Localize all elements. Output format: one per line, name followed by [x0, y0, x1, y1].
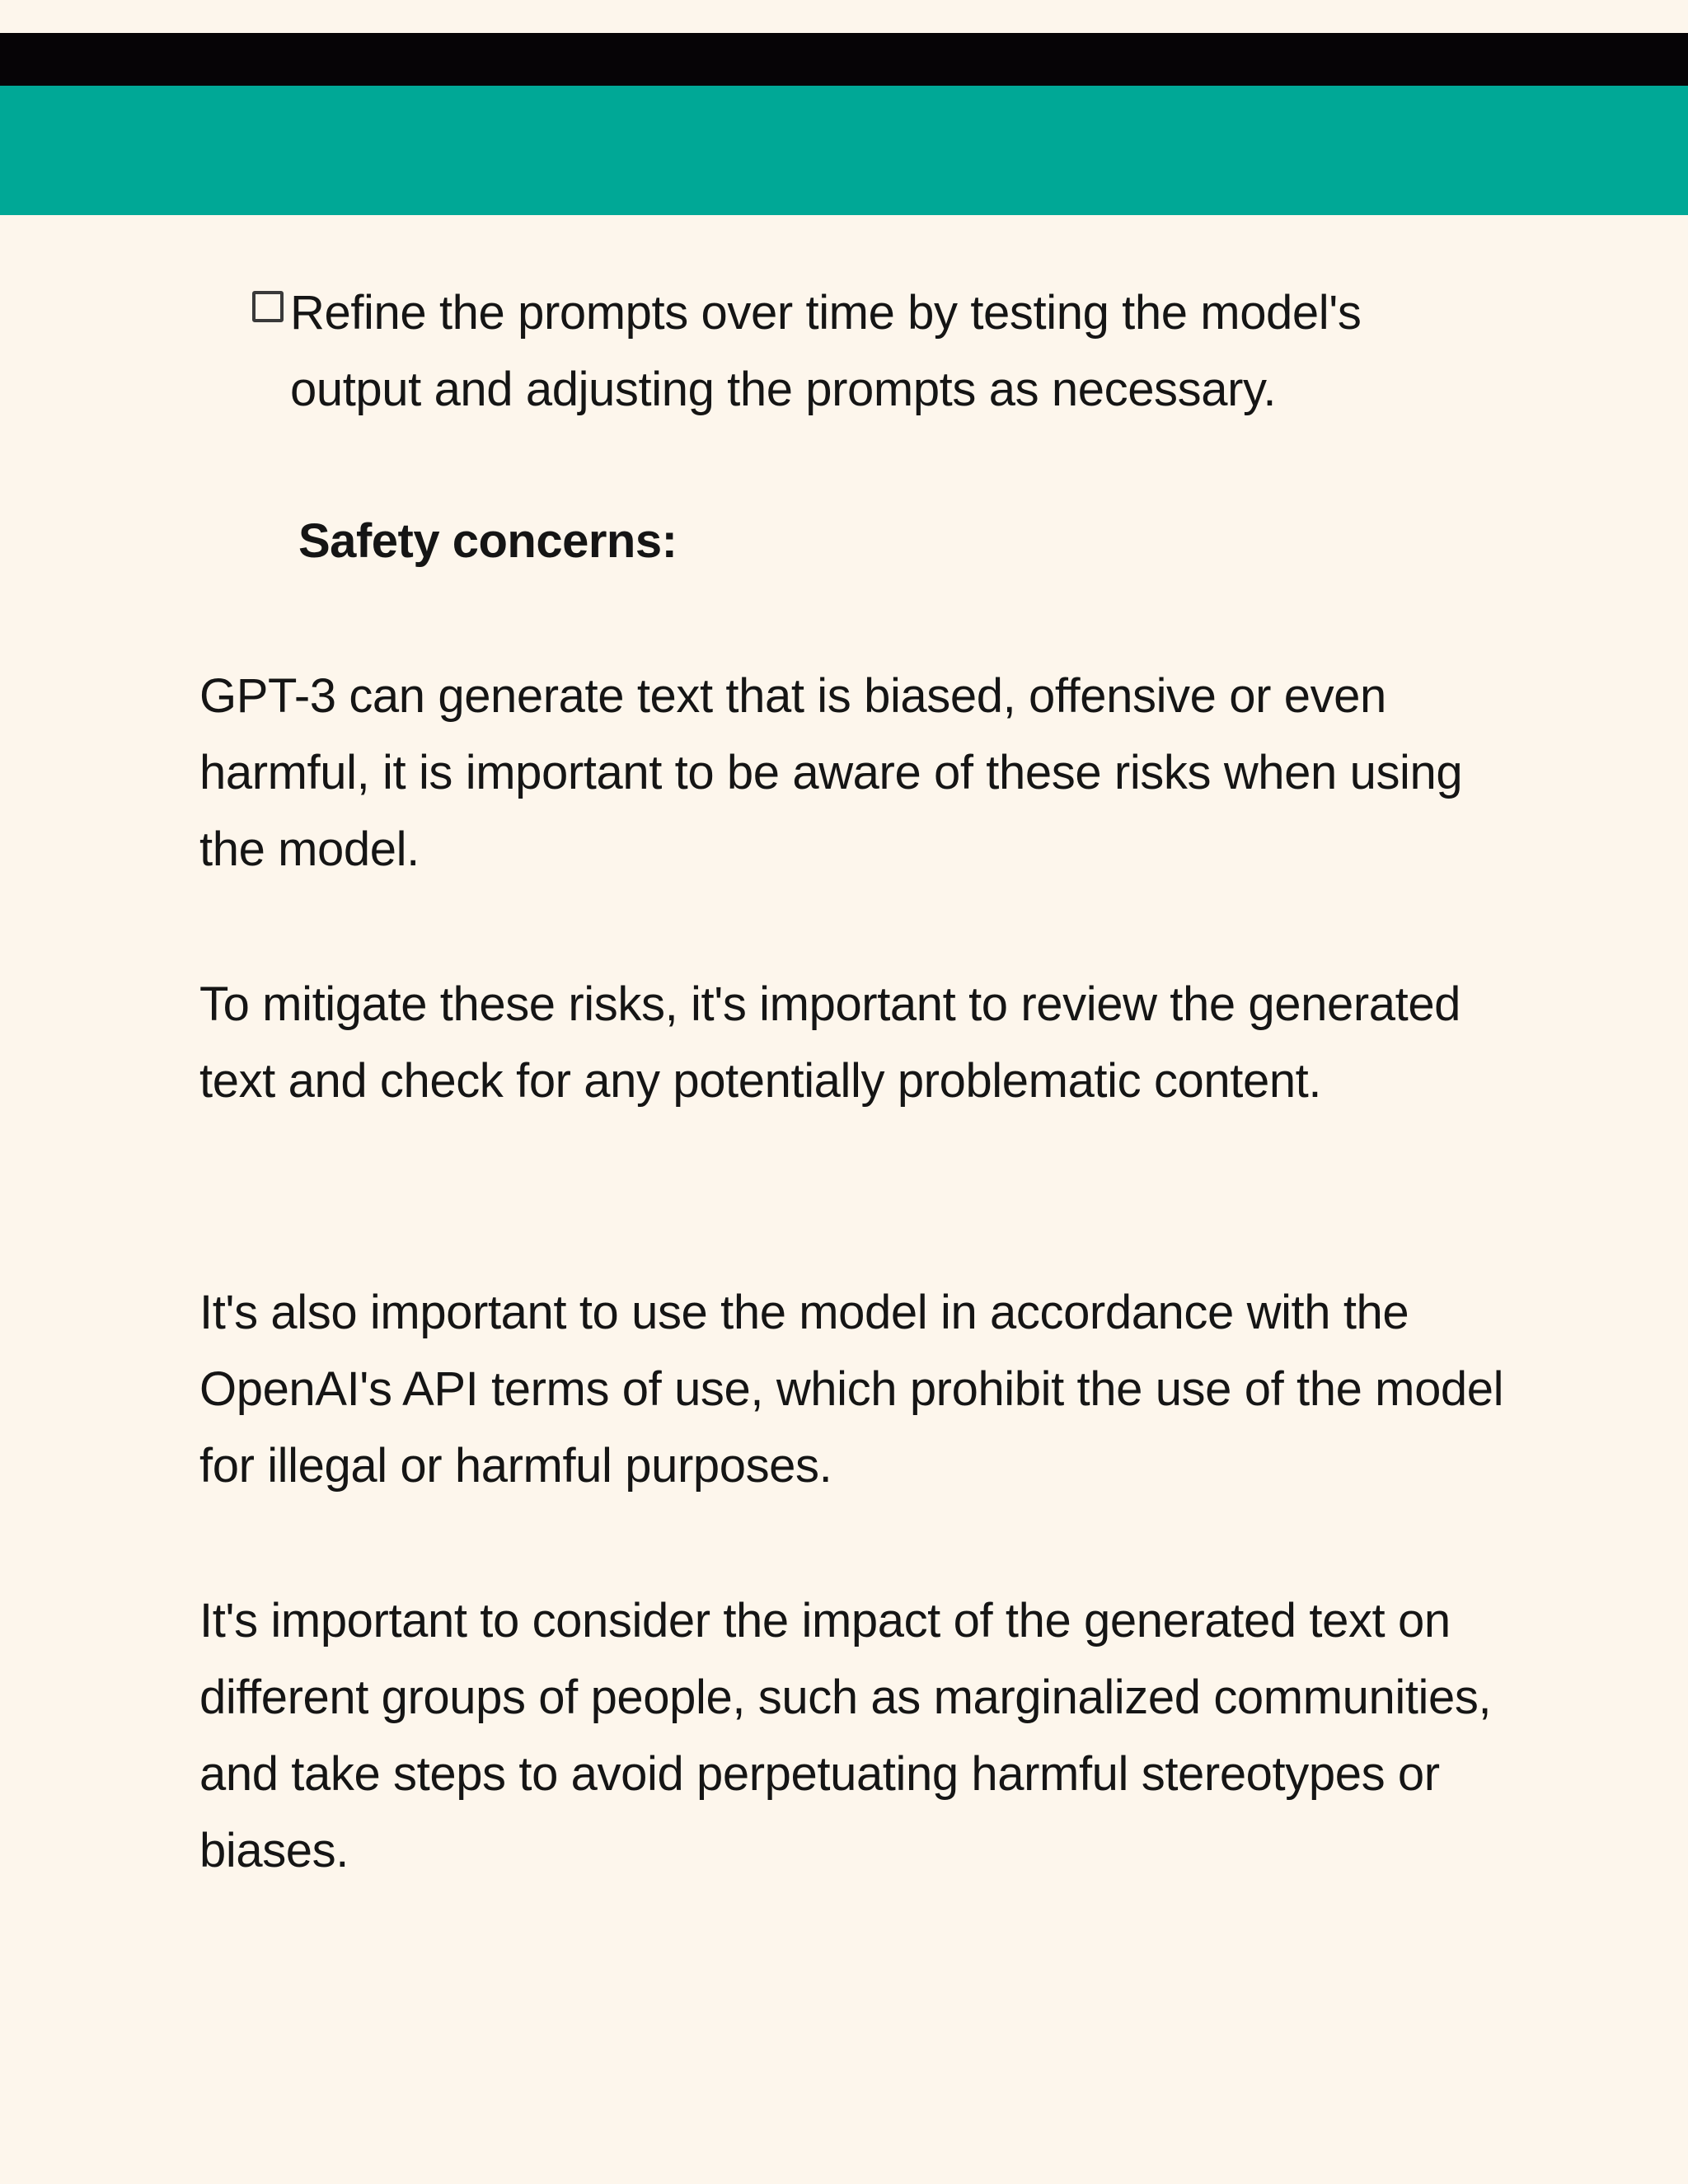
empty-checkbox-icon — [252, 291, 284, 322]
top-strip — [0, 0, 1688, 33]
checklist-item-text: Refine the prompts over time by testing the model's output and adjusting the prompts as necessary. — [290, 286, 1362, 416]
section-heading: Safety concerns: — [298, 514, 678, 568]
black-header-band — [0, 33, 1688, 86]
paragraph-4: It's important to consider the impact of the generated text on different groups of people, such as marginalized communities, and take steps to avoid perpetuating harmful stereotypes or biases. — [199, 1594, 1492, 1877]
checklist-item — [252, 274, 1489, 428]
paragraph-1: GPT-3 can generate text that is biased, offensive or even harmful, it is important to be aware of these risks when using the model. — [199, 669, 1463, 876]
paragraph-3: It's also important to use the model in accordance with the OpenAI's API terms of use, which prohibit the use of the model for illegal or harmful purposes. — [199, 1286, 1504, 1493]
paragraph-2: To mitigate these risks, it's important to review the generated text and check for any potentially problematic content. — [199, 977, 1461, 1108]
teal-header-band — [0, 86, 1688, 215]
